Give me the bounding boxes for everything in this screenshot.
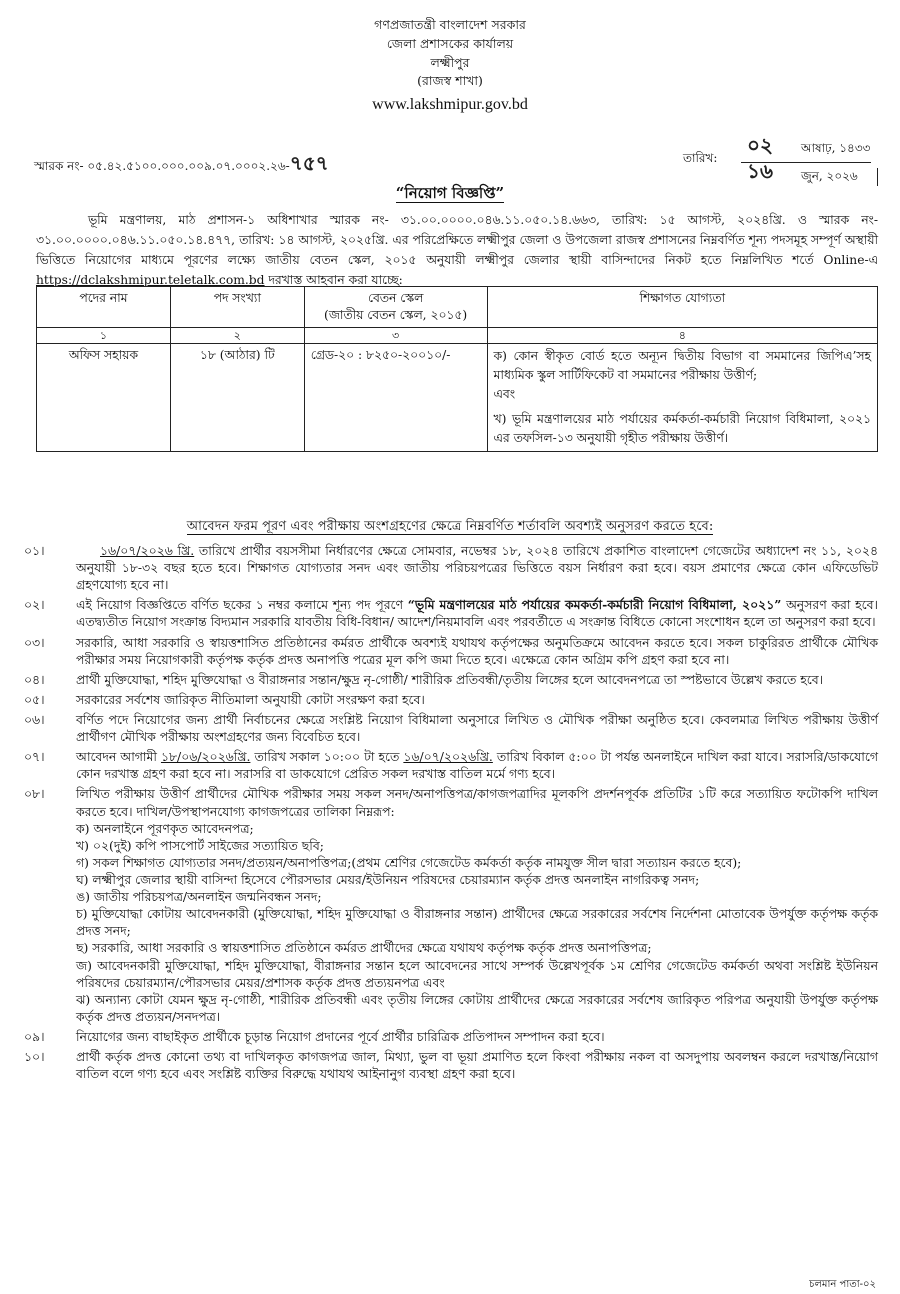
condition-text — [76, 596, 878, 630]
condition-body: তারিখে প্রার্থীর বয়সসীমা নির্ধারণের ক্ষেত্রে সোমবার, নভেম্বর ১৮, ২০২৪ তারিখে প্রকাশিত বাংলাদেশ গেজেটের অধ্যাদেশ নং ১১, ২০২৪ অনুযায়ী ১৮-৩২ বছর হতে হবে। শিক্ষাগত যোগ্যতার সনদ এবং জাতীয় পরিচয়পত্রের ভিত্তিতে বয়স নির্ধারণ করা হবে। বয়স প্রমাণের ক্ষেত্রে কোন এফিডেভিট গ্রহণযোগ্য হবে না। — [76, 543, 878, 593]
date-block — [683, 133, 878, 188]
condition-body: তারিখ সকাল ১০:০০ টা হতে — [254, 749, 400, 765]
table-row — [37, 344, 878, 452]
condition-date: ১৬/০৭/২০২৬ খ্রি. — [100, 543, 195, 558]
document-item: চ) মুক্তিযোদ্ধা কোটায় আবেদনকারী (মুক্তিযোদ্ধা, শহিদ মুক্তিযোদ্ধা ও বীরাঙ্গনার সন্তান) প্রার্থীদের ক্ষেত্রে সরকারের সর্বশেষ নির্দেশনা মোতাবেক উপর্যুক্ত কর্তৃপক্ষ কর্তৃক প্রদত্ত সনদ; — [76, 906, 878, 939]
condition-text: প্রার্থী মুক্তিযোদ্ধা, শহিদ মুক্তিযোদ্ধা ও বীরাঙ্গনার সন্তান/ক্ষুদ্র নৃ-গোষ্ঠী/ শারীরিক প্রতিবন্ধী/তৃতীয় লিঙ্গের হলে আবেদনপত্রে তা স্পষ্টভাবে উল্লেখ করতে হবে। — [76, 671, 824, 687]
notice-title-text: “নিয়োগ বিজ্ঞপ্তি” — [395, 184, 505, 202]
header-count: পদ সংখ্যা — [170, 287, 304, 328]
district-name: লক্ষ্মীপুর — [430, 54, 470, 70]
condition-body: এই নিয়োগ বিজ্ঞপ্তিতে বর্ণিত ছকের ১ নম্বর কলামে শূন্য পদ পূরণে — [76, 597, 404, 613]
header-scale — [304, 287, 487, 328]
condition-text — [76, 748, 878, 782]
cell-qualification — [487, 344, 877, 452]
qualification-b: খ) ভূমি মন্ত্রণালয়ের মাঠ পর্যায়ের কর্মকর্তা-কর্মচারী নিয়োগ বিধিমালা, ২০২১ এর তফসিল-১৩ অনুযায়ী গৃহীত পরীক্ষায় উত্তীর্ণ। — [493, 412, 871, 446]
condition-number: ০১। — [24, 543, 45, 558]
condition-item — [24, 711, 878, 745]
condition-item — [24, 671, 878, 688]
memo-number — [34, 150, 329, 178]
condition-text — [76, 542, 878, 593]
condition-text: প্রার্থী কর্তৃক প্রদত্ত কোনো তথ্য বা দাখিলকৃত কাগজপত্র জাল, মিথ্যা, ভুল বা ভূয়া প্রমাণিত হলে কিংবা পরীক্ষায় নকল বা অসদুপায় অবলম্বন করলে দরখাস্ত/নিয়োগ বাতিল বলে গণ্য হবে এবং সংশ্লিষ্ট ব্যক্তির বিরুদ্ধে যথাযথ আইনানুগ ব্যবস্থা গ্রহণ করা হবে। — [76, 1049, 878, 1082]
document-item: জ) আবেদনকারী মুক্তিযোদ্ধা, শহিদ মুক্তিযোদ্ধা, বীরাঙ্গনার সন্তান হলে আবেদনের সাথে সম্পর্ক উল্লেখপূর্বক ১ম শ্রেণির গেজেটেড কর্মকর্তা অথবা সংশ্লিষ্ট ইউনিয়ন পরিষদের চেয়ারম্যান/পৌরসভার মেয়র/প্রশাসক কর্তৃক প্রদত্ত প্রত্যয়নপত্র এবং — [76, 957, 878, 990]
table-number-row — [37, 327, 878, 343]
intro-paragraph — [36, 211, 878, 291]
header-scale-sub: (জাতীয় বেতন স্কেল, ২০১৫) — [324, 307, 468, 322]
condition-number: ০৮। — [24, 786, 45, 802]
date-month-bangla: আষাঢ়, ১৪৩৩ — [801, 141, 871, 155]
condition-body: আবেদন আগামী — [76, 749, 157, 765]
header-scale-label: বেতন স্কেল — [367, 291, 424, 305]
condition-item — [24, 1028, 878, 1045]
condition-body: তারিখ বিকাল ৫:০০ টা পর্যন্ত অনলাইনে দাখিল করা যাবে। সরাসরি/ডাকযোগে কোন দরখাস্ত গ্রহণ করা হবে না। সরাসরি বা ডাকযোগে প্রেরিত সকল দরখাস্ত বাতিল মর্মে গণ্য হবে। — [76, 749, 878, 782]
conditions-list — [24, 542, 878, 1085]
condition-rule-name: “ভূমি মন্ত্রণালয়ের মাঠ পর্যায়ের কমকর্তা-কর্মচারী নিয়োগ বিধিমালা, ২০২১” — [407, 597, 782, 613]
col-number: ৪ — [487, 327, 877, 343]
date-label: তারিখ: — [683, 151, 718, 165]
govt-name: গণপ্রজাতন্ত্রী বাংলাদেশ সরকার — [374, 17, 526, 32]
header-qualification: শিক্ষাগত যোগ্যতা — [487, 287, 877, 328]
notice-title — [0, 183, 900, 204]
qualification-and: এবং — [493, 387, 516, 402]
condition-item — [24, 634, 878, 668]
condition-item — [24, 785, 878, 1025]
col-number: ২ — [170, 327, 304, 343]
table-header-row — [37, 287, 878, 328]
document-item: ছ) সরকারি, আধা সরকারি ও স্বায়ত্তশাসিত প্রতিষ্ঠানে কর্মরত প্রার্থীদের ক্ষেত্রে যথাযথ কর্তৃপক্ষ কর্তৃক প্রদত্ত অনাপত্তিপত্র; — [76, 940, 652, 956]
document-item: গ) সকল শিক্ষাগত যোগ্যতার সনদ/প্রত্যয়ন/অনাপত্তিপত্র;(প্রথম শ্রেণির গেজেটেড কর্মকর্তা কর্তৃক নামযুক্ত সীল দ্বারা সত্যায়ন করতে হবে); — [76, 854, 742, 870]
date-day-bangla: ০২ — [747, 133, 774, 157]
document-item: খ) ০২(দুই) কপি পাসপোর্ট সাইজের সত্যায়িত ছবি; — [76, 837, 324, 853]
cell-scale: গ্রেড-২০ : ৮২৫০-২০০১০/- — [304, 344, 487, 452]
condition-number: ০২। — [24, 597, 45, 613]
date-day-gregorian: ১৬ — [747, 159, 773, 183]
vacancy-table — [36, 286, 878, 452]
condition-text: সরকারের সর্বশেষ জারিকৃত নীতিমালা অনুযায়ী কোটা সংরক্ষণ করা হবে। — [76, 691, 425, 707]
conditions-heading-text: আবেদন ফরম পূরণ এবং পরীক্ষায় অংশগ্রহণের ক্ষেত্রে নিম্নবর্ণিত শর্তাবলি অবশ্যই অনুসরণ করতে হবে: — [186, 519, 714, 534]
document-item: ঘ) লক্ষ্মীপুর জেলার স্থায়ী বাসিন্দা হিসেবে পৌরসভার মেয়র/ইউনিয়ন পরিষদের চেয়ারম্যান কর্তৃক প্রদত্ত অনলাইন নাগরিকত্ব সনদ; — [76, 871, 700, 887]
col-number: ৩ — [304, 327, 487, 343]
condition-item — [24, 1048, 878, 1082]
office-name: জেলা প্রশাসকের কার্যালয় — [386, 35, 514, 51]
condition-text: সরকারি, আধা সরকারি ও স্বায়ত্তশাসিত প্রতিষ্ঠানের কর্মরত প্রার্থীকে অবশ্যই যথাযথ কর্তৃপক্ষের অনুমতিক্রমে আবেদন করতে হবে। সকল চাকুরিরত প্রার্থীকে মৌখিক পরীক্ষার সময় নিয়োগকারী কর্তৃপক্ষ কর্তৃক প্রদত্ত অনাপত্তি পত্রের মূল কপি জমা দিতে হবে। এক্ষেত্রে কোন অগ্রিম কপি গ্রহণ করা হবে না। — [76, 634, 878, 667]
condition-item — [24, 596, 878, 630]
letterhead — [0, 0, 900, 117]
condition-text: নিয়োগের জন্য বাছাইকৃত প্রার্থীকে চূড়ান্ত নিয়োগ প্রদানের পূর্বে প্রার্থীর চারিত্রিক প্রতিপাদন সম্পাদন করা হবে। — [76, 1028, 605, 1044]
document-item: ক) অনলাইনে পূরণকৃত আবেদনপত্র; — [76, 820, 254, 836]
document-item: ঝ) অন্যান্য কোটা যেমন ক্ষুদ্র নৃ-গোষ্ঠী, শারীরিক প্রতিবন্ধী এবং তৃতীয় লিঙ্গের কোটায় প্রার্থীদের ক্ষেত্রে সরকারের সর্বশেষ জারিকৃত পরিপত্র অনুযায়ী উপর্যুক্ত কর্তৃপক্ষ কর্তৃক প্রদত্ত প্রত্যয়ন/সনদপত্র। — [76, 991, 878, 1024]
condition-number: ০৯। — [24, 1028, 45, 1044]
condition-number: ০৪। — [24, 671, 45, 687]
apply-link[interactable]: https://dclakshmipur.teletalk.com.bd — [36, 272, 265, 287]
website-text: www.lakshmipur.gov.bd — [372, 96, 528, 113]
condition-text: বর্ণিত পদে নিয়োগের জন্য প্রার্থী নির্বাচনের ক্ষেত্রে সংশ্লিষ্ট নিয়োগ বিধিমালা অনুসারে লিখিত ও মৌখিক পরীক্ষা অনুষ্ঠিত হবে। কেবলমাত্র লিখিত পরীক্ষায় উত্তীর্ণ প্রার্থীগণ মৌখিক পরীক্ষায় অংশগ্রহণের জন্য বিবেচিত হবে। — [76, 711, 878, 745]
intro-tail: দরখাস্ত আহবান করা যাচ্ছে: — [268, 272, 403, 287]
cell-count: ১৮ (আঠার) টি — [170, 344, 304, 452]
condition-number: ০৭। — [24, 749, 45, 765]
condition-number: ০৫। — [24, 691, 45, 707]
date-month-gregorian: জুন, ২০২৬ — [801, 169, 858, 183]
continued-page-note: চলমান পাতা-০২ — [809, 1279, 876, 1291]
memo-handwritten-number: ৭৫৭ — [289, 151, 329, 175]
condition-body: লিখিত পরীক্ষায় উত্তীর্ণ প্রার্থীদের মৌখিক পরীক্ষার সময় সকল সনদ/অনাপত্তিপত্র/কাগজপত্রাদির মূলকপি প্রদর্শনপূর্বক প্রতিটির ১টি করে সত্যায়িত ফটোকপি দাখিল করতে হবে। দাখিল/উপস্থাপনযোগ্য কাগজপত্রের তালিকা নিম্নরূপ: — [76, 786, 878, 819]
condition-item — [24, 691, 878, 708]
condition-body: অনুসরণ করা হবে। এতদ্ব্যতীত নিয়োগ সংক্রান্ত বিদ্যমান সরকারি যাবতীয় বিধি-বিধান/ আদেশ/নিয়মাবলি এবং পরবর্তীতে এ সংক্রান্ত বিধিতে কোনো সংশোধন হলে তা অনুসরণ করা হবে। — [76, 597, 878, 630]
condition-number: ১০। — [24, 1049, 45, 1065]
condition-number: ০৩। — [24, 634, 45, 650]
col-number: ১ — [37, 327, 171, 343]
cell-post: অফিস সহায়ক — [37, 344, 171, 452]
condition-item — [24, 748, 878, 782]
intro-text: ভূমি মন্ত্রণালয়, মাঠ প্রশাসন-১ অধিশাখার স্মারক নং- ৩১.০০.০০০০.০৪৬.১১.০৫০.১৪.৬৬৩, তারিখ: ১৫ আগস্ট, ২০২৪খ্রি. ও স্মারক নং- ৩১.০০.০০০০.০৪৬.১১.০৫০.১৪.৪৭৭, তারিখ: ১৪ আগস্ট, ২০২৫খ্রি. এর পরিপ্রেক্ষিতে লক্ষ্মীপুর জেলা ও উপজেলা রাজস্ব প্রশাসনের নিম্নবর্ণিত শূন্য পদসমূহ সম্পূর্ণ অস্থায়ী ভিত্তিতে নিয়োগের মাধ্যমে পূরণের লক্ষ্যে জাতীয় বেতন স্কেল, ২০১৫ অনুযায়ী লক্ষ্মীপুর জেলার স্থায়ী বাসিন্দাদের নিকট হতে নিম্নলিখিত শর্তে Online-এ — [36, 213, 878, 267]
qualification-a: ক) কোন স্বীকৃত বোর্ড হতে অন্যূন দ্বিতীয় বিভাগ বা সমমানের জিপিএ’সহ মাধ্যমিক স্কুল সার্টিফিকেট বা সমমানের পরীক্ষায় উত্তীর্ণ; — [493, 349, 871, 383]
document-item: ঙ) জাতীয় পরিচয়পত্র/অনলাইন জন্মনিবন্ধন সনদ; — [76, 889, 322, 905]
condition-text — [76, 785, 878, 1025]
branch-name: (রাজস্ব শাখা) — [417, 73, 483, 89]
condition-number: ০৬। — [24, 711, 45, 727]
memo-prefix: স্মারক নং- ০৫.৪২.৫১০০.০০০.০০৯.০৭.০০০২.২৬- — [34, 159, 290, 173]
condition-date: ১৮/০৬/২০২৬খ্রি. — [160, 749, 251, 765]
conditions-heading — [0, 518, 900, 536]
condition-date: ১৬/০৭/২০২৬খ্রি. — [403, 749, 493, 765]
condition-item — [24, 542, 878, 593]
header-post: পদের নাম — [37, 287, 171, 328]
